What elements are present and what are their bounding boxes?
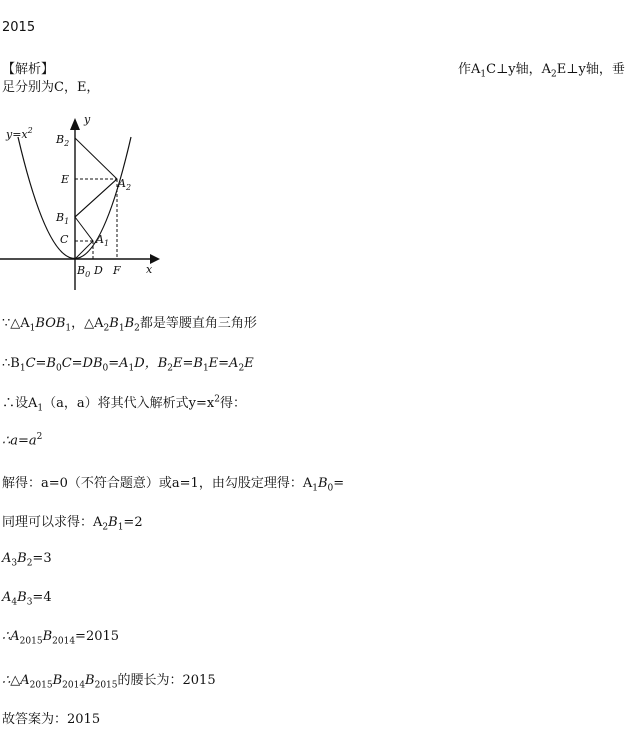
l8-sub2: 3 (26, 597, 33, 608)
l6-sub1: 2 (102, 522, 109, 533)
l3-b-sup: 2 (214, 394, 220, 405)
y-axis-label: y (84, 113, 91, 126)
label-a1: $A_1$ (96, 233, 110, 248)
l4-a-sup: 2 (36, 432, 43, 442)
hint-line (458, 58, 625, 80)
l5-sub1: 1 (312, 483, 318, 494)
l9-sub2: 2014 (52, 636, 76, 647)
hint-sub2: 2 (551, 69, 557, 80)
l9-c: =2015 (75, 629, 120, 644)
l10-sub3: 2015 (94, 680, 118, 691)
statement-line-2 (2, 352, 254, 374)
l9-sub1: 2015 (19, 636, 43, 647)
label-e: E (61, 173, 70, 186)
statement-line-8 (2, 590, 52, 608)
l1-b: BOB (35, 316, 66, 331)
l1-b-sub: 1 (65, 323, 72, 334)
l6-sub2: 1 (117, 522, 124, 533)
l8-b: B (17, 590, 27, 605)
hint-part1: 作A (458, 62, 481, 77)
l10-sub2: 2014 (62, 680, 86, 691)
statement-line-4 (2, 432, 42, 448)
l3-c: 得： (219, 396, 246, 411)
l2-a-sub: 1 (19, 363, 26, 374)
label-d: D (94, 264, 103, 277)
hint-wrap: 足分别为C，E， (2, 80, 100, 95)
l2-c: C=DB (61, 356, 103, 371)
x-axis-label: x (146, 263, 153, 276)
label-b2: $B_2$ (56, 133, 70, 148)
l7-sub2: 2 (26, 558, 33, 569)
hint-part2: C⊥y轴，A (486, 62, 552, 77)
l6-a: 同理可以求得：A (2, 515, 103, 530)
l1-f: 都是等腰直角三角形 (139, 316, 257, 331)
l10-sub1: 2015 (29, 680, 53, 691)
l7-sub1: 3 (11, 558, 18, 569)
l1-c: ，△A (71, 316, 104, 331)
l8-c: =4 (32, 590, 52, 605)
l9-a: ∴A (2, 629, 20, 644)
l2-g-sub: 2 (238, 363, 245, 374)
l5-b: B (317, 476, 328, 491)
l2-d-sub: 1 (128, 363, 135, 374)
l10-d: 的腰长为：2015 (117, 673, 216, 688)
parabola-figure (0, 110, 170, 295)
l2-f: E=B (173, 356, 203, 371)
l6-c: =2 (123, 515, 143, 530)
l9-b: B (42, 629, 53, 644)
statement-line-1 (2, 312, 257, 334)
l8-a: A (2, 590, 12, 605)
label-a2: $A_2$ (118, 177, 132, 192)
l7-b: B (17, 551, 27, 566)
l1-a: ∵△A (2, 316, 30, 331)
l6-b: B (108, 515, 118, 530)
statement-line-5 (2, 472, 344, 494)
l3-a: ∴设A (2, 396, 38, 411)
final-answer-line: 故答案为：2015 (2, 712, 101, 727)
l2-d: =A (108, 356, 129, 371)
l4-a: ∴a=a (2, 433, 37, 449)
label-f: F (113, 264, 121, 277)
l3-b: （a，a）将其代入解析式y=x (43, 396, 215, 411)
label-b0: $B_0$ (77, 264, 91, 279)
l10-a: ∴△A (2, 673, 30, 688)
answer-top: 2015 (2, 20, 36, 35)
l5-a: 解得：a=0（不符合题意）或a=1，由勾股定理得：A (2, 476, 313, 491)
l2-h: E (244, 356, 254, 371)
statement-line-6 (2, 511, 143, 533)
l1-d: B (109, 316, 119, 331)
statement-line-9 (2, 629, 119, 647)
l2-e-sub: 2 (167, 363, 173, 374)
label-c: C (60, 233, 69, 246)
l2-b: C=B (25, 356, 56, 371)
statement-line-7 (2, 551, 52, 569)
l5-c: = (333, 476, 345, 491)
l10-c: B (85, 673, 95, 688)
l1-c-sub: 2 (103, 323, 110, 334)
l1-d-sub: 1 (118, 323, 125, 334)
statement-line-10 (2, 669, 216, 691)
analysis-label: 【解析】 (2, 62, 55, 77)
l8-sub1: 4 (11, 597, 18, 608)
label-b1: $B_1$ (56, 211, 70, 226)
l2-g: E=A (208, 356, 239, 371)
hint-sub1: 1 (480, 69, 487, 80)
segment-b1-a2 (75, 179, 117, 217)
l1-e-sub: 2 (134, 323, 140, 334)
l2-b-sub: 0 (55, 363, 62, 374)
l7-c: =3 (32, 551, 52, 566)
l10-b: B (52, 673, 63, 688)
statement-line-3 (2, 392, 246, 414)
l2-f-sub: 1 (202, 363, 209, 374)
hint-part3: E⊥y轴，垂 (556, 62, 625, 77)
curve-label: $y=x^2$ (6, 126, 33, 141)
l7-a: A (2, 551, 12, 566)
l1-e: B (124, 316, 135, 331)
l2-e: D，B (134, 356, 168, 371)
l5-sub2: 0 (327, 483, 334, 494)
l2-c-sub: 0 (102, 363, 109, 374)
l2-a: ∴B (2, 356, 20, 371)
y-axis-arrow (70, 118, 80, 130)
l1-a-sub: 1 (29, 323, 36, 334)
l3-a-sub: 1 (37, 403, 44, 414)
